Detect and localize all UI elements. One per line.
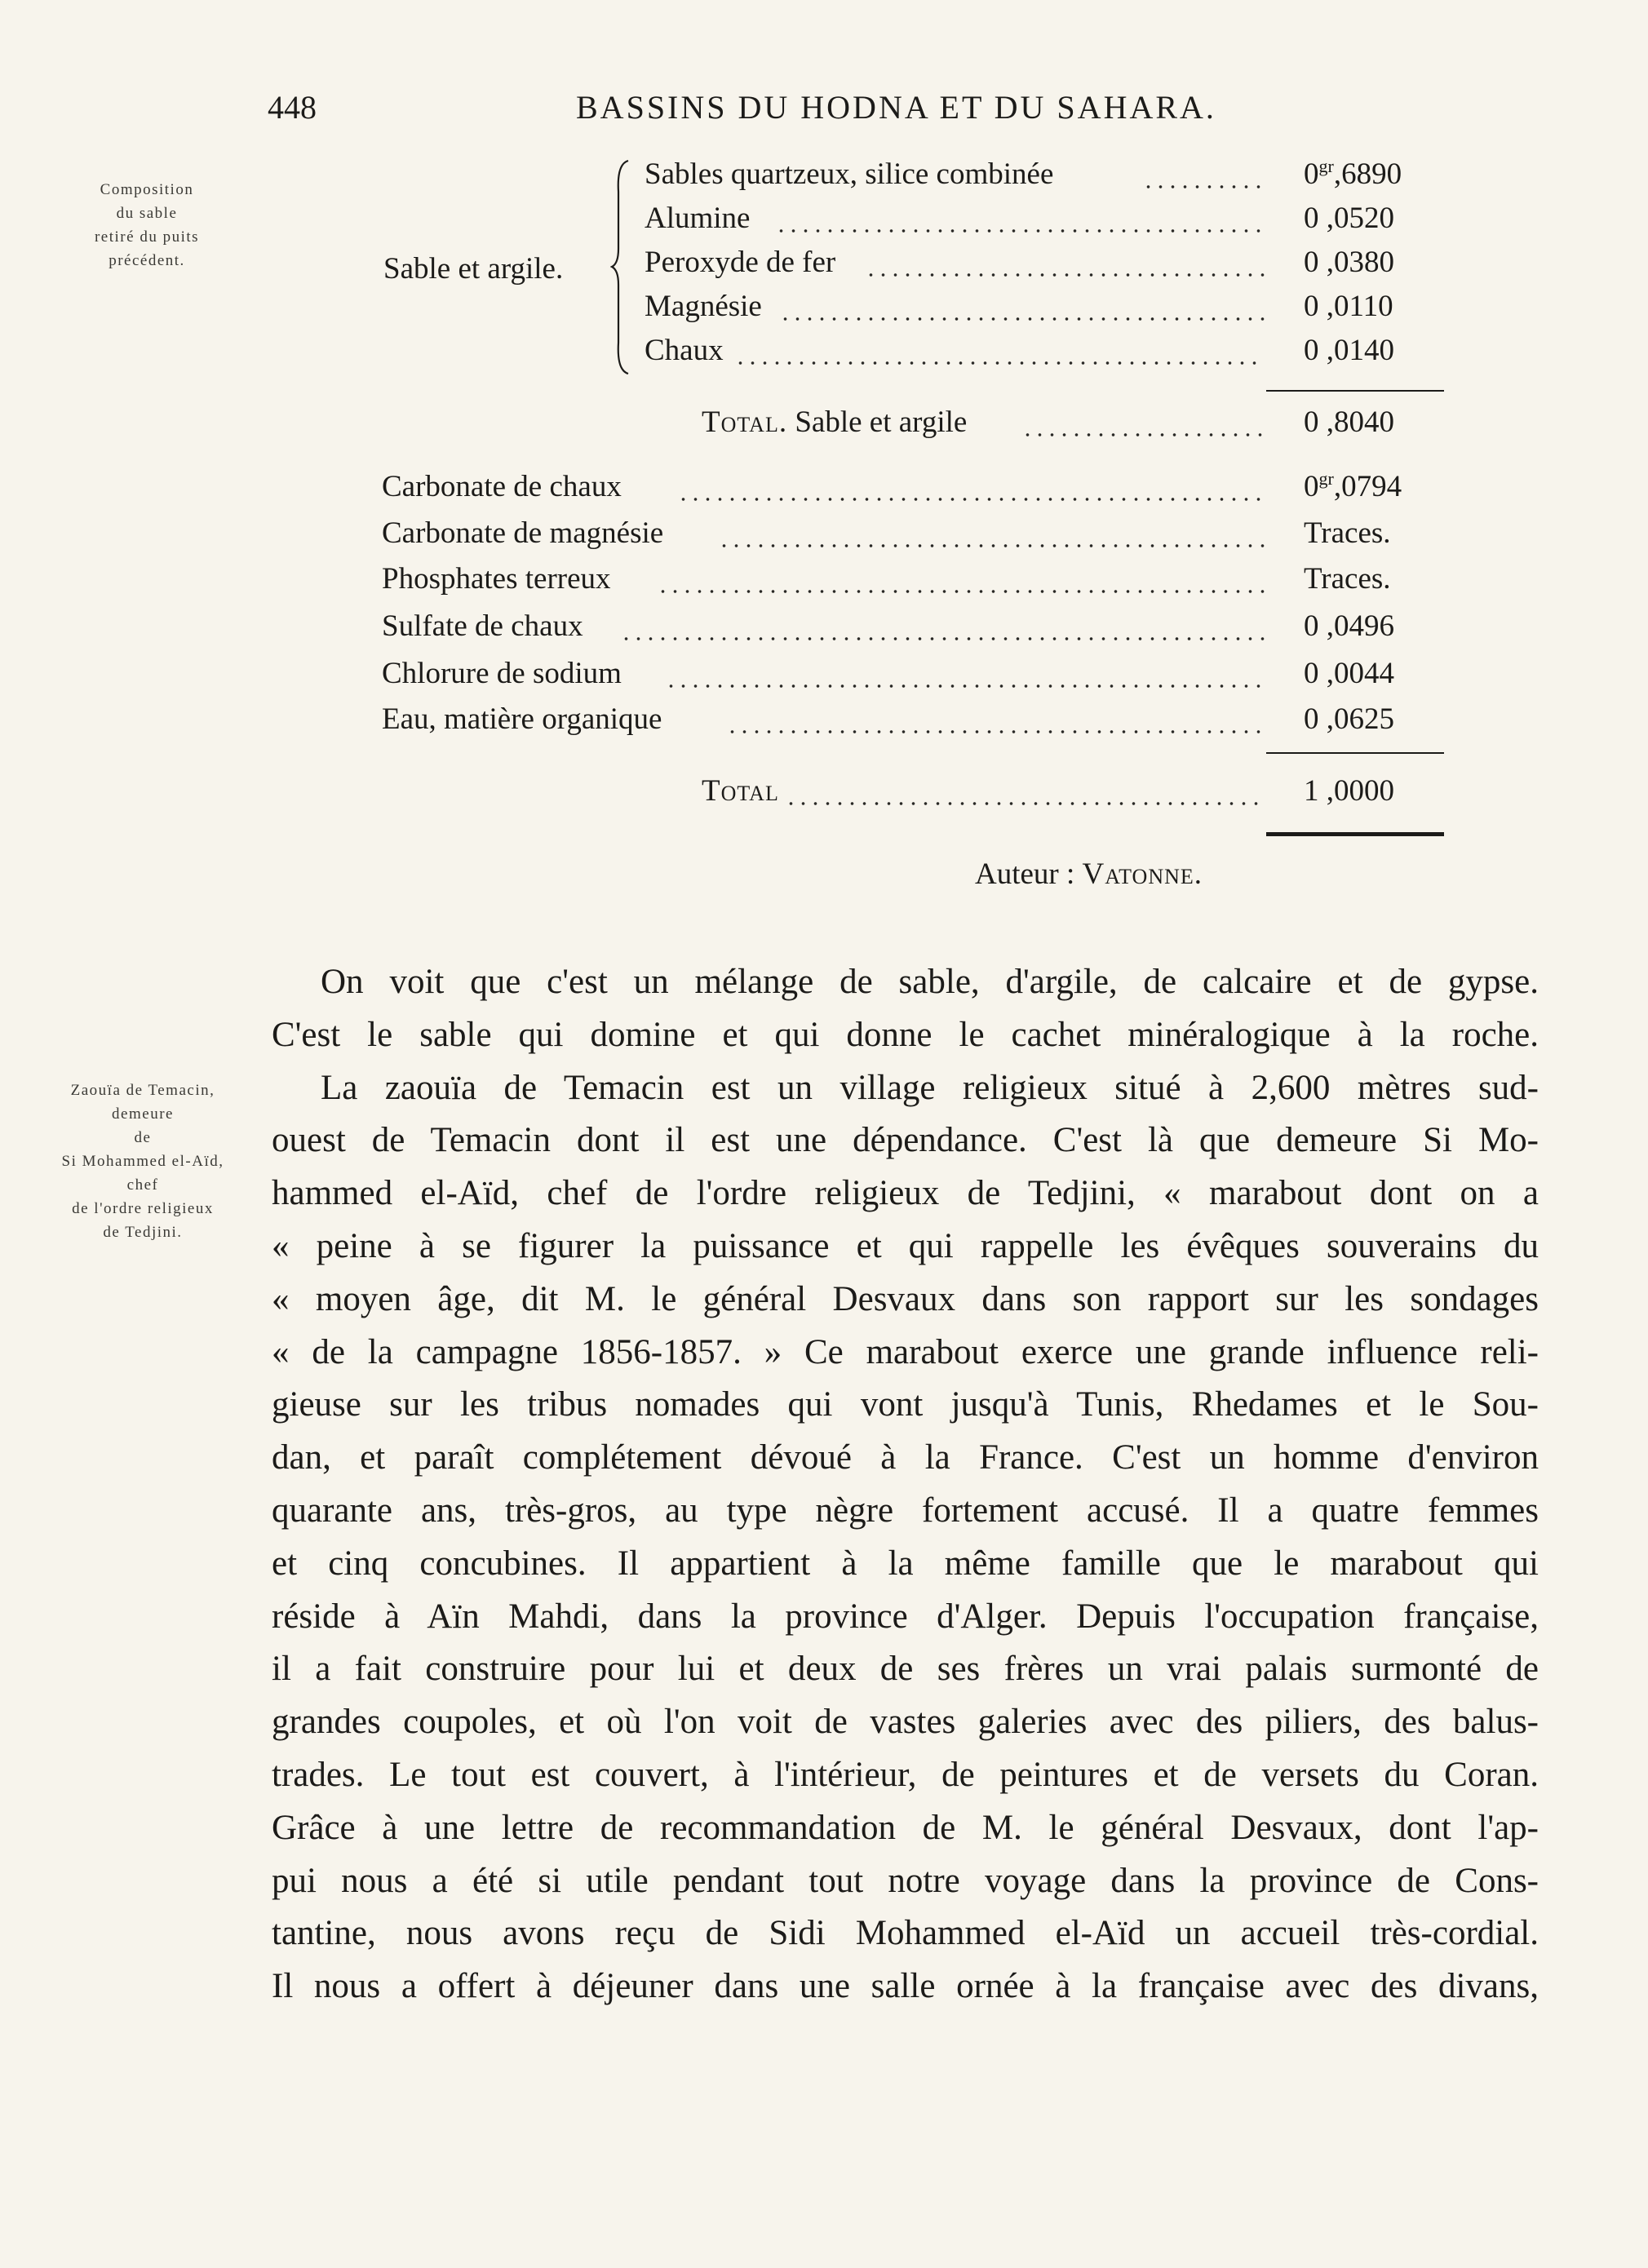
row-label: Total. Sable et argile bbox=[702, 405, 968, 439]
table-row bbox=[0, 245, 1436, 290]
text-line: On voit que c'est un mélange de sable, d'argile, de calcaire et de gypse. bbox=[321, 963, 1539, 1001]
table-row bbox=[0, 656, 1436, 702]
text-line: quarante ans, très-gros, au type nègre fortement accusé. Il a quatre femmes bbox=[272, 1491, 1539, 1530]
margin-note-line: Composition bbox=[100, 181, 194, 198]
row-label: Sables quartzeux, silice combinée bbox=[645, 157, 1054, 191]
running-title: BASSINS DU HODNA ET DU SAHARA. bbox=[576, 89, 1216, 126]
table-row bbox=[0, 469, 1436, 515]
row-value: $0^{gr},0794$ bbox=[1304, 468, 1402, 503]
text-line: gieuse sur les tribus nomades qui vont jusqu'à Tunis, Rhedames et le Sou- bbox=[272, 1385, 1539, 1424]
row-value: 0 ,0380 bbox=[1304, 246, 1394, 279]
text-line: grandes coupoles, et où l'on voit de vastes galeries avec des piliers, des balus- bbox=[272, 1703, 1539, 1742]
dot-leader bbox=[734, 361, 1265, 365]
margin-note-zaouia bbox=[24, 1079, 261, 1244]
table-row bbox=[0, 201, 1436, 246]
dot-leader bbox=[726, 729, 1265, 734]
row-label: Total bbox=[702, 774, 779, 808]
margin-note-line: demeure bbox=[112, 1105, 174, 1123]
row-value: 0 ,0110 bbox=[1304, 290, 1393, 323]
total-rule bbox=[1266, 752, 1444, 754]
row-value: Traces. bbox=[1304, 516, 1391, 550]
dot-leader bbox=[1142, 184, 1265, 189]
text-line: dan, et paraît complétement dévoué à la France. C'est un homme d'environ bbox=[272, 1438, 1539, 1477]
row-label: Peroxyde de fer bbox=[645, 246, 836, 279]
row-value: 0 ,0520 bbox=[1304, 202, 1394, 235]
page-number: 448 bbox=[268, 89, 317, 126]
row-label: Chaux bbox=[645, 334, 724, 367]
dot-leader bbox=[677, 497, 1265, 502]
total-double-rule bbox=[1266, 832, 1444, 836]
margin-note-line: Si Mohammed el-Aïd, bbox=[61, 1153, 224, 1170]
dot-leader bbox=[1021, 432, 1265, 437]
table-row bbox=[0, 289, 1436, 334]
text-line: « moyen âge, dit M. le général Desvaux dans son rapport sur les sondages bbox=[272, 1279, 1539, 1318]
margin-note-line: de Tedjini. bbox=[103, 1224, 183, 1241]
text-line: ouest de Temacin dont il est une dépendance. C'est là que demeure Si Mo- bbox=[272, 1121, 1539, 1160]
margin-note-line: de l'ordre religieux bbox=[72, 1200, 214, 1217]
row-value: 0 ,0625 bbox=[1304, 702, 1394, 736]
text-line: C'est le sable qui domine et qui donne le cachet minéralogique à la roche. bbox=[272, 1015, 1539, 1054]
table-row bbox=[0, 333, 1436, 379]
row-label: Magnésie bbox=[645, 290, 762, 323]
margin-note-line: retiré du puits bbox=[94, 228, 200, 246]
text-line: réside à Aïn Mahdi, dans la province d'Alger. Depuis l'occupation française, bbox=[272, 1597, 1539, 1636]
row-value: 1 ,0000 bbox=[1304, 774, 1394, 808]
row-value: 0 ,8040 bbox=[1304, 405, 1394, 439]
table-row bbox=[0, 561, 1436, 607]
row-label: Sulfate de chaux bbox=[382, 609, 583, 643]
margin-note-line: chef bbox=[126, 1176, 159, 1194]
margin-note-line: de bbox=[134, 1129, 152, 1146]
text-line: La zaouïa de Temacin est un village religieux situé à 2,600 mètres sud- bbox=[321, 1068, 1539, 1107]
row-label: Alumine bbox=[645, 202, 751, 235]
text-line: « peine à se figurer la puissance et qui rappelle les évêques souverains du bbox=[272, 1226, 1539, 1265]
row-value: $0^{gr},6890$ bbox=[1304, 156, 1402, 191]
dot-leader bbox=[665, 684, 1265, 689]
table-row bbox=[0, 609, 1436, 654]
row-label: Phosphates terreux bbox=[382, 562, 611, 596]
total-row bbox=[0, 773, 1436, 819]
margin-note-line: du sable bbox=[116, 205, 178, 222]
margin-note-line: précédent. bbox=[109, 252, 185, 269]
text-line: Grâce à une lettre de recommandation de M. le général Desvaux, dont l'ap- bbox=[272, 1808, 1539, 1847]
group-label: Sable et argile. bbox=[383, 252, 564, 286]
row-label: Carbonate de chaux bbox=[382, 470, 622, 503]
dot-leader bbox=[785, 801, 1265, 806]
table-row bbox=[0, 516, 1436, 561]
text-line: hammed el-Aïd, chef de l'ordre religieux de Tedjini, « marabout dont on a bbox=[272, 1174, 1539, 1213]
text-line: « de la campagne 1856-1857. » Ce marabout exerce une grande influence reli- bbox=[272, 1332, 1539, 1371]
row-value: 0 ,0496 bbox=[1304, 609, 1394, 643]
dot-leader bbox=[775, 228, 1265, 233]
table-row bbox=[0, 157, 1436, 202]
dot-leader bbox=[865, 272, 1265, 277]
dot-leader bbox=[657, 589, 1265, 594]
text-line: et cinq concubines. Il appartient à la même famille que le marabout qui bbox=[272, 1544, 1539, 1583]
row-label: Chlorure de sodium bbox=[382, 657, 622, 690]
table-row bbox=[0, 702, 1436, 747]
text-line: pui nous a été si utile pendant tout notre voyage dans la province de Cons- bbox=[272, 1861, 1539, 1900]
author-line: Auteur : Vatonne. bbox=[975, 857, 1203, 891]
dot-leader bbox=[779, 317, 1265, 321]
row-value: Traces. bbox=[1304, 562, 1391, 596]
text-line: il a fait construire pour lui et deux de ses frères un vrai palais surmonté de bbox=[272, 1650, 1539, 1689]
dot-leader bbox=[718, 543, 1265, 548]
dot-leader bbox=[620, 636, 1265, 641]
subtotal-rule bbox=[1266, 390, 1444, 392]
text-line: trades. Le tout est couvert, à l'intérieur, de peintures et de versets du Coran. bbox=[272, 1755, 1539, 1794]
body-text bbox=[272, 956, 1539, 2013]
row-value: 0 ,0140 bbox=[1304, 334, 1394, 367]
margin-note-line: Zaouïa de Temacin, bbox=[70, 1082, 215, 1099]
text-line: Il nous a offert à déjeuner dans une salle ornée à la française avec des divans, bbox=[272, 1967, 1539, 2006]
row-value: 0 ,0044 bbox=[1304, 657, 1394, 690]
text-line: tantine, nous avons reçu de Sidi Mohammed el-Aïd un accueil très-cordial. bbox=[272, 1914, 1539, 1953]
subtotal-row bbox=[0, 405, 1436, 450]
row-label: Carbonate de magnésie bbox=[382, 516, 664, 550]
row-label: Eau, matière organique bbox=[382, 702, 662, 736]
